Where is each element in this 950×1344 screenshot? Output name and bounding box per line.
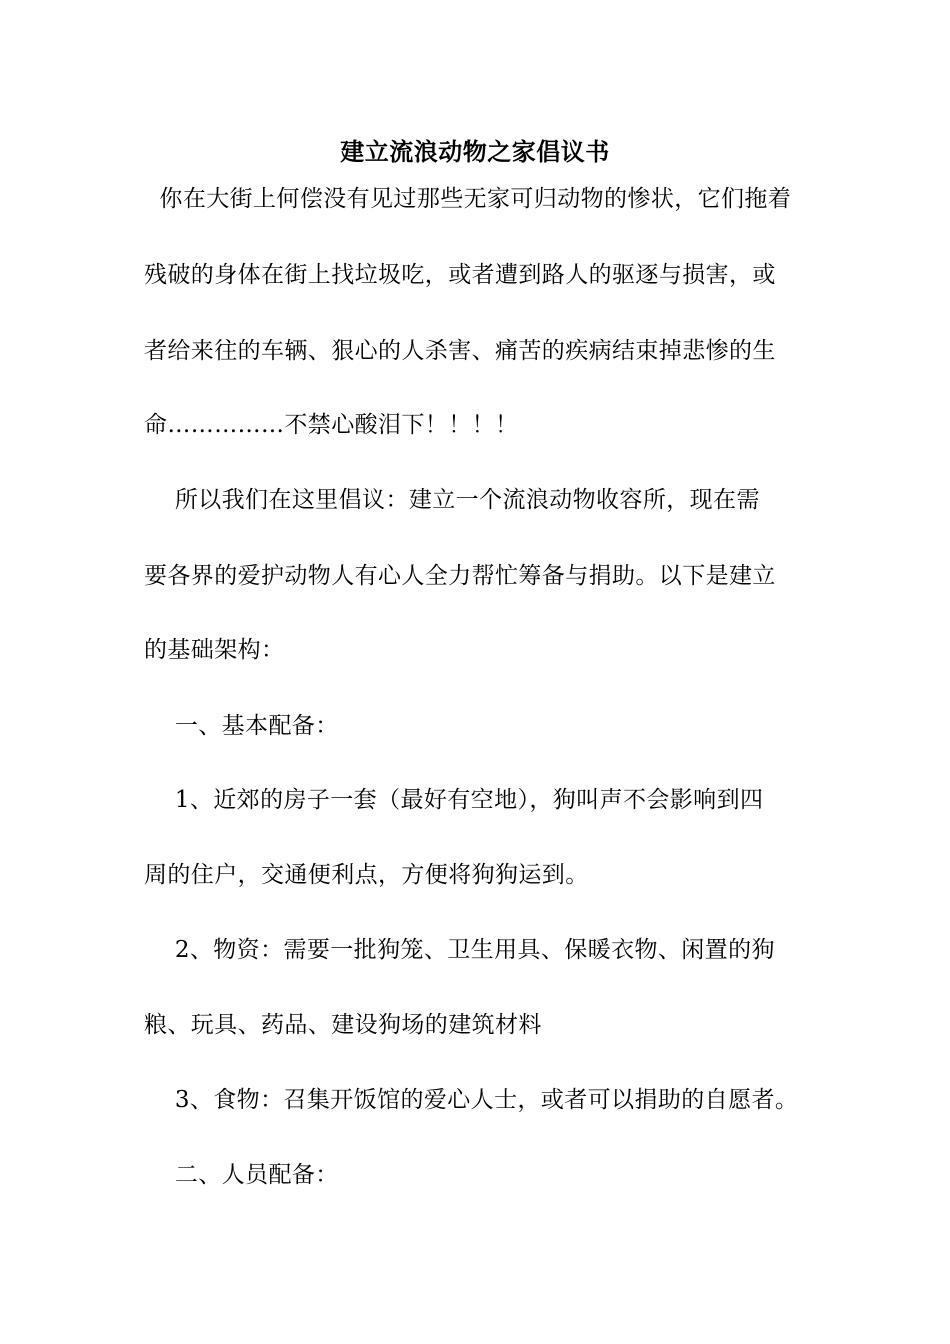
body-line: 的基础架构： xyxy=(144,637,285,663)
body-line: 2、物资：需要一批狗笼、卫生用具、保暖衣物、闲置的狗 xyxy=(144,937,775,963)
document-title: 建立流浪动物之家倡议书 xyxy=(340,137,610,166)
body-line: 者给来往的车辆、狠心的人杀害、痛苦的疾病结束掉悲惨的生 xyxy=(144,338,776,364)
body-line: 1、近郊的房子一套（最好有空地），狗叫声不会影响到四 xyxy=(144,787,764,813)
body-line: 你在大街上何偿没有见过那些无家可归动物的惨状，它们拖着 xyxy=(144,186,792,212)
body-line: 周的住户，交通便利点，方便将狗狗运到。 xyxy=(144,862,589,888)
body-line: 所以我们在这里倡议：建立一个流浪动物收容所，现在需 xyxy=(144,487,760,513)
section-heading: 二、人员配备： xyxy=(144,1162,339,1188)
body-line: 要各界的爱护动物人有心人全力帮忙筹备与捐助。以下是建立 xyxy=(144,563,776,589)
body-line: 3、食物：召集开饭馆的爱心人士，或者可以捐助的自愿者。 xyxy=(144,1087,799,1113)
body-line: 命……………不禁心酸泪下！！！！ xyxy=(144,412,519,438)
section-heading: 一、基本配备： xyxy=(144,713,339,739)
body-line: 残破的身体在街上找垃圾吃，或者遭到路人的驱逐与损害，或 xyxy=(144,262,776,288)
body-line: 粮、玩具、药品、建设狗场的建筑材料 xyxy=(144,1012,542,1038)
